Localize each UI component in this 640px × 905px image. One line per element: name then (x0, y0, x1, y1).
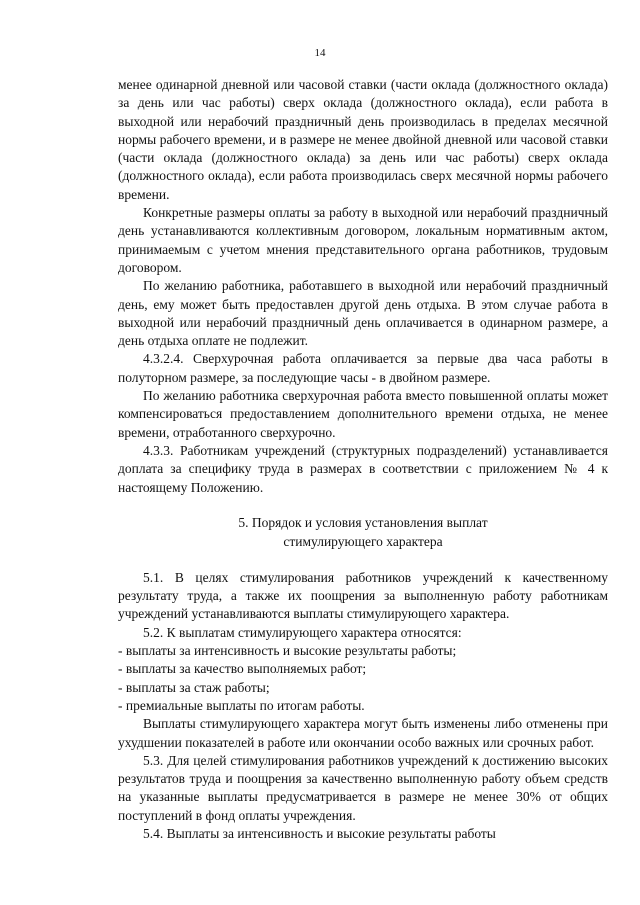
paragraph: 5.4. Выплаты за интенсивность и высокие результаты работы (143, 825, 496, 841)
paragraph: 5.2. К выплатам стимулирующего характера относятся: (143, 624, 462, 640)
list-item: - премиальные выплаты по итогам работы. (118, 697, 365, 713)
section-heading (118, 513, 608, 551)
document-body (118, 76, 608, 843)
list-item: - выплаты за качество выполняемых работ; (118, 661, 367, 677)
list-item: - выплаты за стаж работы; (118, 679, 270, 695)
paragraph: 5.1. В целях стимулирования работников учреждений к качественному результату труда, а также их поощрения за выполненную работу работникам учреждений устанавливаются выплаты стимулирующего характера. (118, 569, 608, 622)
paragraph: По желанию работника сверхурочная работа вместо повышенной оплаты может компенсироваться предоставлением дополнительного времени отдыха, не менее времени, отработанного сверхурочно. (118, 388, 608, 440)
paragraph: Выплаты стимулирующего характера могут быть изменены либо отменены при ухудшении показателей в работе или окончании особо важных или срочных работ. (118, 716, 608, 750)
paragraph: Конкретные размеры оплаты за работу в выходной или нерабочий праздничный день устанавливаются коллективным договором, локальным нормативным актом, принимаемым с учетом мнения представительного органа работников, трудовым договором. (118, 205, 608, 275)
section-heading-line: стимулирующего характера (283, 533, 443, 549)
page-number: 14 (314, 47, 326, 59)
paragraph: 4.3.3. Работникам учреждений (структурных подразделений) устанавливается доплата за специфику труда в размерах в соответствии с приложением № 4 к настоящему Положению. (118, 442, 608, 495)
paragraph: 5.3. Для целей стимулирования работников учреждений к достижению высоких результатов труда и поощрения за качественно выполненную работу объем средств на указанные выплаты предусматривается в размере не менее 30% от общих поступлений в фонд оплаты учреждения. (118, 752, 608, 823)
paragraph: менее одинарной дневной или часовой ставки (части оклада (должностного оклада) за день или час работы) сверх оклада (должностного оклада), если работа в выходной или нерабочий праздничный день производилась в пределах месячной нормы рабочего времени, и в размере не менее двойной дневной или часовой ставки (части оклада (должностного оклада) за день или час работы) сверх оклада (должностного оклада), если работа производилась сверх месячной нормы рабочего времени. (118, 77, 608, 202)
section-heading-line: 5. Порядок и условия установления выплат (238, 514, 488, 530)
paragraph: По желанию работника, работавшего в выходной или нерабочий праздничный день, ему может быть предоставлен другой день отдыха. В этом случае работа в выходной или нерабочий праздничный день оплачивается в одинарном размере, а день отдыха оплате не подлежит. (118, 278, 608, 349)
paragraph: 4.3.2.4. Сверхурочная работа оплачивается за первые два часа работы в полуторном размере, за последующие часы - в двойном размере. (118, 351, 608, 385)
list-item: - выплаты за интенсивность и высокие результаты работы; (118, 643, 457, 659)
